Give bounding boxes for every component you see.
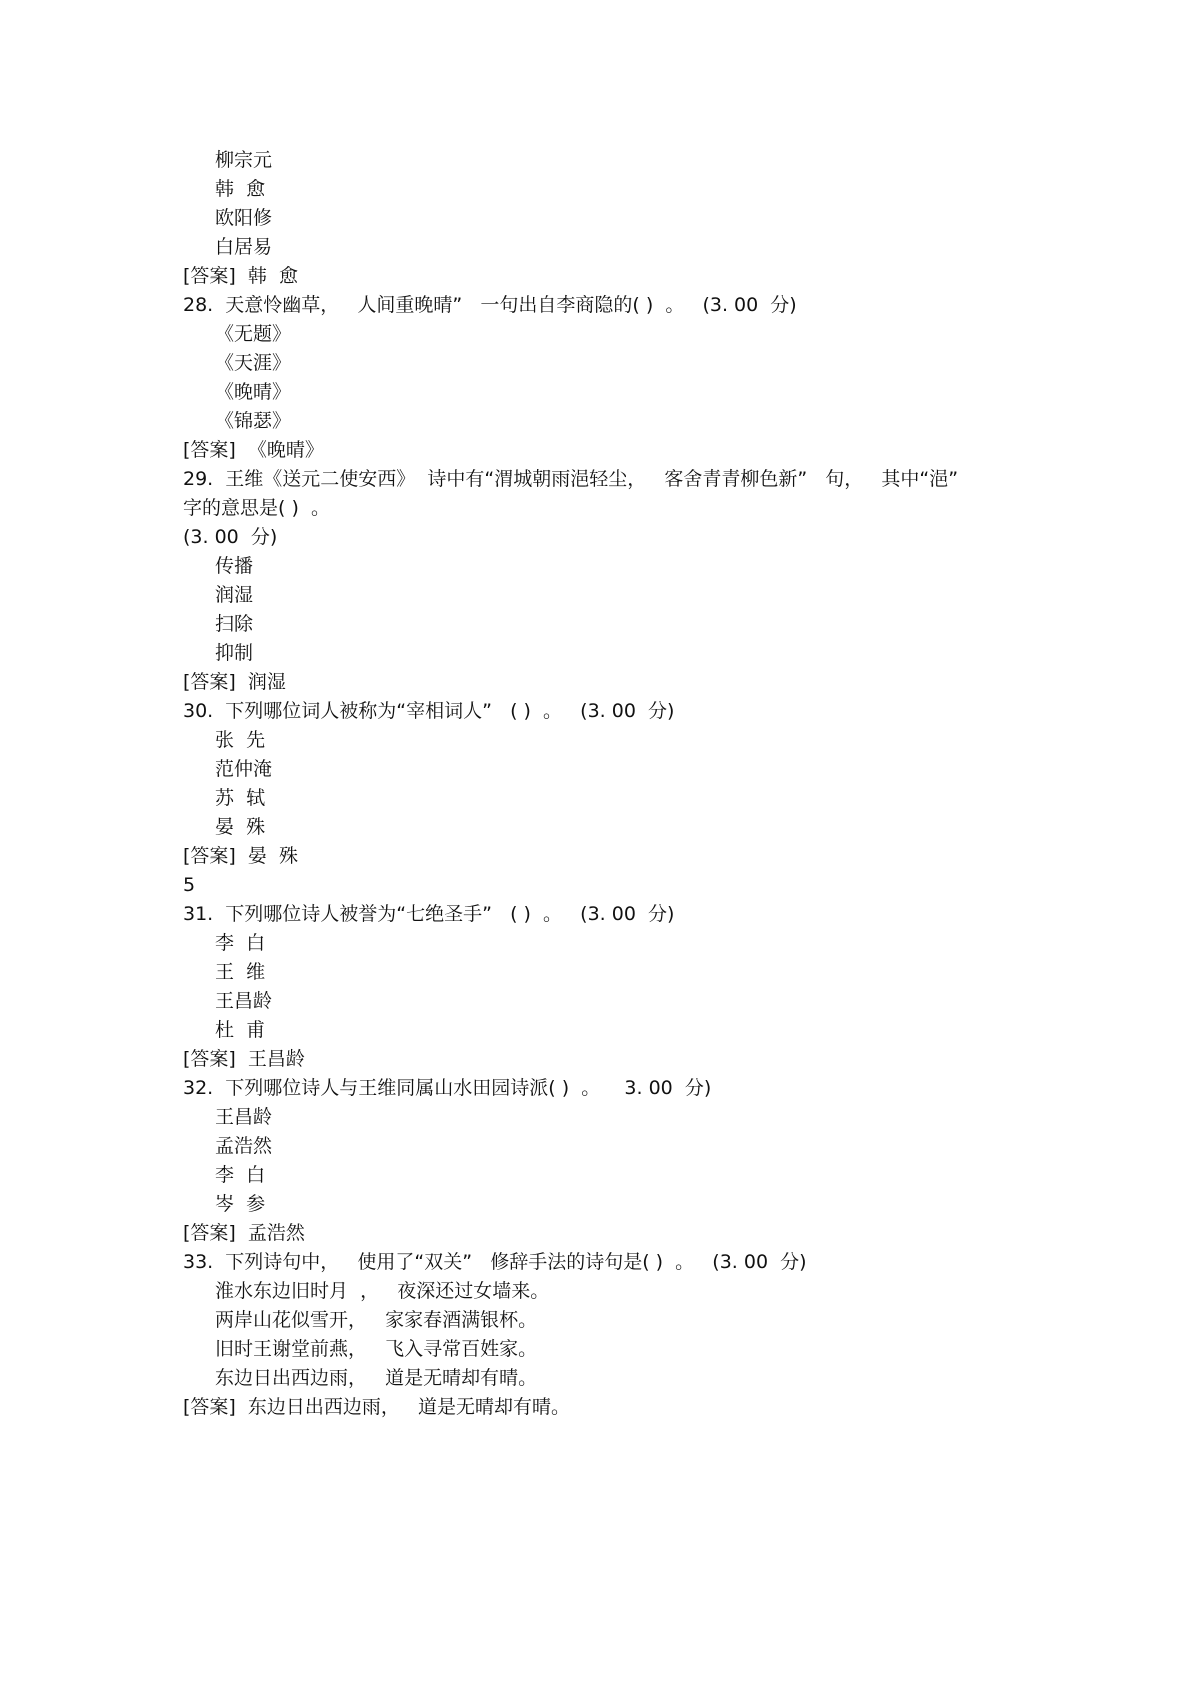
answer-line: [答案] 东边日出西边雨， 道是无晴却有晴。 bbox=[183, 1396, 571, 1418]
answer-line: [答案] 晏 殊 bbox=[183, 845, 298, 867]
option-text: 杜 甫 bbox=[215, 1019, 266, 1041]
question-30: 30. 下列哪位词人被称为“宰相词人” ( ) 。 (3. 00 分) bbox=[183, 700, 675, 722]
option-text: 欧阳修 bbox=[215, 207, 273, 229]
answer-line: [答案] 《晚晴》 bbox=[183, 439, 324, 461]
option-text: 润湿 bbox=[215, 584, 254, 606]
question-29-continued: 字的意思是( ) 。 bbox=[183, 497, 330, 519]
option-text: 李 白 bbox=[215, 1164, 266, 1186]
option-text: 扫除 bbox=[215, 613, 254, 635]
option-text: 晏 殊 bbox=[215, 816, 266, 838]
answer-line: [答案] 润湿 bbox=[183, 671, 286, 693]
option-text: 淮水东边旧时月 ， 夜深还过女墙来。 bbox=[215, 1280, 550, 1302]
question-32: 32. 下列哪位诗人与王维同属山水田园诗派( ) 。 3. 00 分) bbox=[183, 1077, 712, 1099]
page-number: 5 bbox=[183, 874, 196, 896]
option-text: 东边日出西边雨， 道是无晴却有晴。 bbox=[215, 1367, 538, 1389]
question-33: 33. 下列诗句中， 使用了“双关” 修辞手法的诗句是( ) 。 (3. 00 分) bbox=[183, 1251, 807, 1273]
option-text: 李 白 bbox=[215, 932, 266, 954]
option-text: 王 维 bbox=[215, 961, 266, 983]
question-31: 31. 下列哪位诗人被誉为“七绝圣手” ( ) 。 (3. 00 分) bbox=[183, 903, 675, 925]
question-29: 29. 王维《送元二使安西》 诗中有“渭城朝雨浥轻尘， 客舍青青柳色新” 句， 其中“浥” bbox=[183, 468, 959, 490]
option-text: 范仲淹 bbox=[215, 758, 273, 780]
option-text: 《晚晴》 bbox=[215, 381, 292, 403]
option-text: 《天涯》 bbox=[215, 352, 292, 374]
answer-line: [答案] 孟浩然 bbox=[183, 1222, 305, 1244]
option-text: 白居易 bbox=[215, 236, 273, 258]
option-text: 《锦瑟》 bbox=[215, 410, 292, 432]
option-text: 张 先 bbox=[215, 729, 266, 751]
option-text: 孟浩然 bbox=[215, 1135, 273, 1157]
option-text: 抑制 bbox=[215, 642, 254, 664]
option-text: 传播 bbox=[215, 555, 254, 577]
option-text: 苏 轼 bbox=[215, 787, 266, 809]
answer-line: [答案] 王昌龄 bbox=[183, 1048, 305, 1070]
option-text: 柳宗元 bbox=[215, 149, 273, 171]
question-29-score: (3. 00 分) bbox=[183, 526, 278, 548]
option-text: 王昌龄 bbox=[215, 1106, 273, 1128]
option-text: 岑 参 bbox=[215, 1193, 266, 1215]
answer-line: [答案] 韩 愈 bbox=[183, 265, 298, 287]
option-text: 韩 愈 bbox=[215, 178, 266, 200]
option-text: 旧时王谢堂前燕， 飞入寻常百姓家。 bbox=[215, 1338, 538, 1360]
option-text: 王昌龄 bbox=[215, 990, 273, 1012]
question-28: 28. 天意怜幽草， 人间重晚晴” 一句出自李商隐的( ) 。 (3. 00 分) bbox=[183, 294, 797, 316]
option-text: 两岸山花似雪开， 家家春酒满银杯。 bbox=[215, 1309, 538, 1331]
option-text: 《无题》 bbox=[215, 323, 292, 345]
